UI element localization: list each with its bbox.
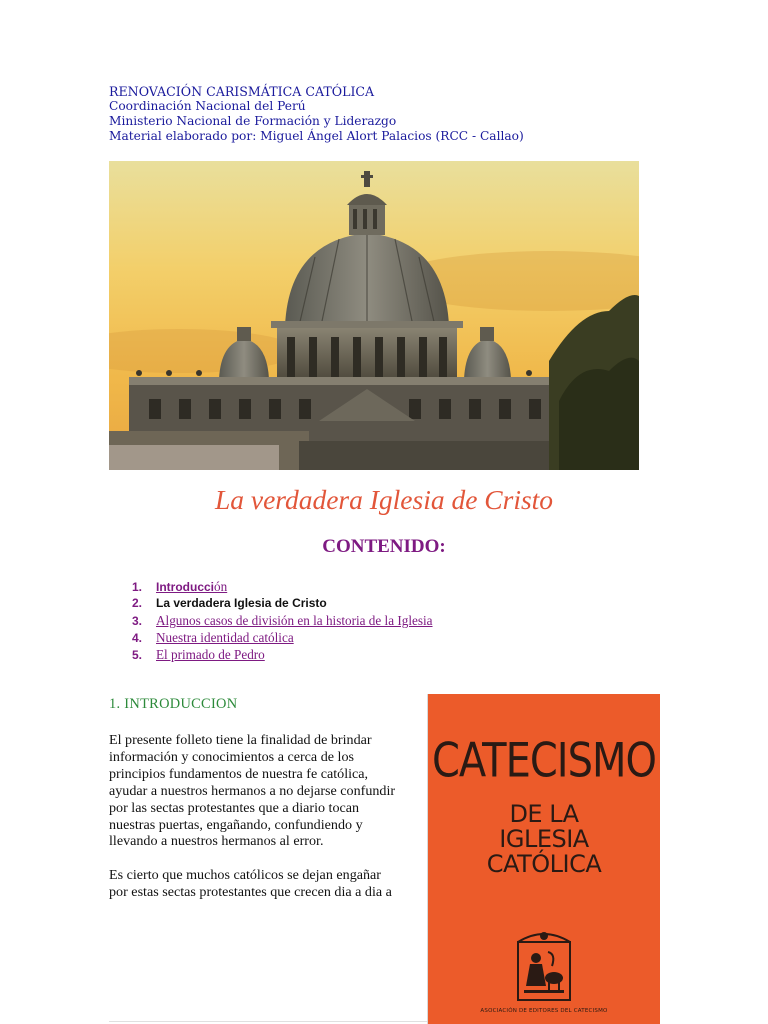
toc-number: 3. — [132, 614, 143, 628]
document-header — [109, 84, 524, 144]
toc-link-division[interactable]: Algunos casos de división en la historia de la Iglesia — [156, 613, 433, 628]
text-line: información y conocimientos a cerca de los — [109, 748, 354, 765]
author-line: Material elaborado por: Miguel Ángel Alort Palacios (RCC - Callao) — [109, 129, 524, 143]
table-of-contents — [132, 578, 433, 663]
book-subtitle-line: IGLESIA — [499, 825, 589, 853]
book-subtitle-line: CATÓLICA — [486, 850, 602, 878]
toc-item-1 — [132, 578, 433, 595]
toc-item-5 — [132, 646, 433, 663]
book-title: CATECISMO — [431, 734, 656, 789]
organization-name: RENOVACIÓN CARISMÁTICA CATÓLICA — [109, 84, 375, 99]
toc-number: 2. — [132, 596, 143, 610]
text-line: llevando a nuestros hermanos al error. — [109, 833, 324, 850]
coordination-line: Coordinación Nacional del Perú — [109, 99, 306, 113]
intro-paragraph-2 — [109, 867, 414, 901]
page-title: La verdadera Iglesia de Cristo — [214, 484, 554, 515]
text-line: por las sectas protestantes que a diario tocan — [109, 799, 360, 816]
text-line: El presente folleto tiene la finalidad de brindar — [109, 732, 372, 748]
toc-link-introduccion[interactable] — [156, 578, 227, 596]
shepherd-emblem-icon — [512, 930, 576, 1004]
intro-paragraph-1 — [109, 732, 414, 850]
toc-number: 1. — [132, 580, 143, 594]
text-line: por estas sectas protestantes que crecen dia a dia a — [109, 883, 392, 900]
toc-item-current: La verdadera Iglesia de Cristo — [156, 596, 327, 610]
toc-link-identidad[interactable]: Nuestra identidad católica — [156, 630, 294, 645]
toc-link-label-part: Introducci — [156, 580, 215, 594]
toc-number: 4. — [132, 631, 143, 645]
toc-item-3 — [132, 612, 433, 629]
book-publisher: ASOCIACIÓN DE EDITORES DEL CATECISMO — [480, 1008, 608, 1014]
text-line: Es cierto que muchos católicos se dejan engañar — [109, 867, 381, 883]
section-heading-introduccion: 1. INTRODUCCION — [109, 696, 238, 712]
book-subtitle — [428, 802, 660, 877]
divider — [109, 1021, 427, 1022]
toc-link-label-part: ón — [214, 579, 228, 594]
ministry-line: Ministerio Nacional de Formación y Liderazgo — [109, 114, 397, 128]
text-line: ayudar a nuestros hermanos a no dejarse confundir — [109, 782, 396, 799]
text-line: principios fundamentos de nuestra fe católica, — [109, 765, 369, 782]
catechism-book-cover — [427, 694, 660, 1024]
book-subtitle-line: DE LA — [509, 800, 579, 828]
toc-item-4 — [132, 629, 433, 646]
text-line: nuestras puertas, engañando, confundiendo y — [109, 816, 363, 833]
toc-item-2 — [132, 595, 433, 612]
basilica-dome-image — [109, 161, 639, 470]
toc-number: 5. — [132, 648, 143, 662]
toc-link-primado[interactable]: El primado de Pedro — [156, 647, 265, 662]
contents-heading: CONTENIDO: — [322, 536, 446, 557]
